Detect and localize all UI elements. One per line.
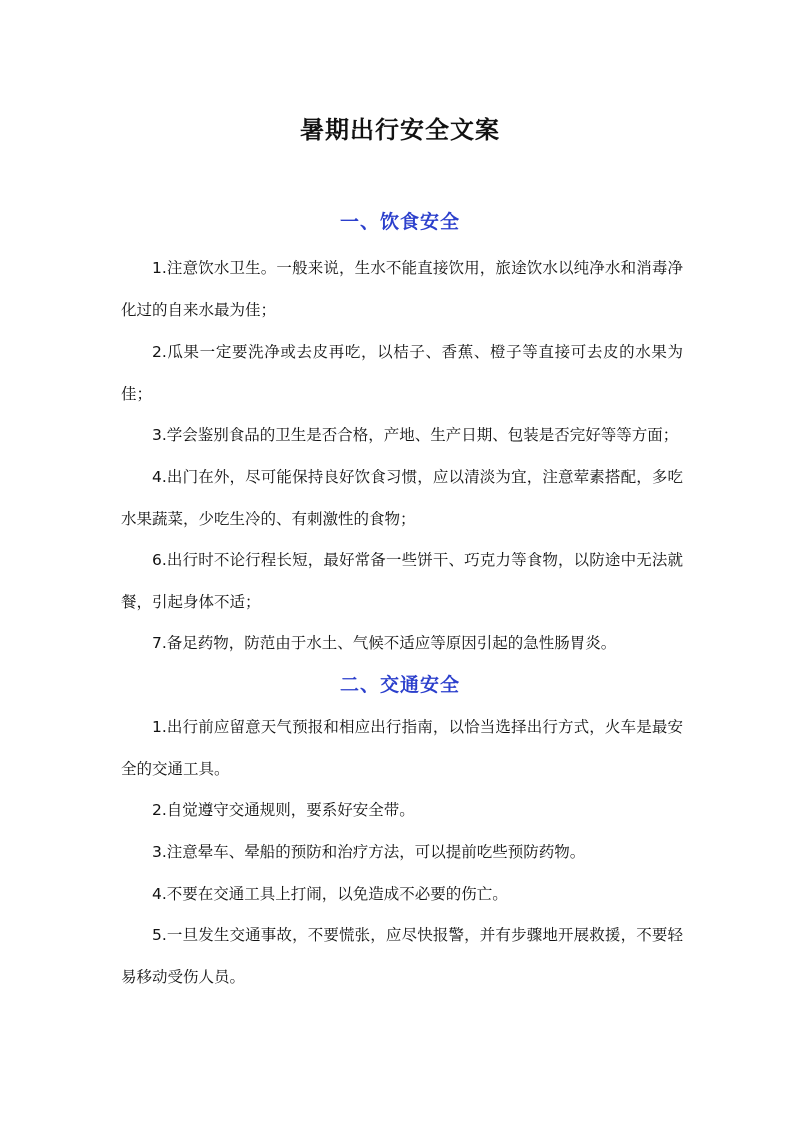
traffic-safety-item-3: 3.注意晕车、晕船的预防和治疗方法，可以提前吃些预防药物。 (152, 843, 586, 861)
document-title: 暑期出行安全文案 (300, 116, 500, 144)
food-safety-item-3: 3.学会鉴别食品的卫生是否合格，产地、生产日期、包装是否完好等等方面； (152, 426, 679, 444)
section-heading-food-safety: 一、饮食安全 (339, 211, 460, 233)
food-safety-item-4: 4.出门在外，尽可能保持良好饮食习惯，应以清淡为宜，注意荤素搭配，多吃水果蔬菜，少吃生冷的、有刺激性的食物； (121, 468, 683, 528)
traffic-safety-item-1: 1.出行前应留意天气预报和相应出行指南，以恰当选择出行方式，火车是最安全的交通工具。 (121, 718, 683, 778)
traffic-safety-item-2: 2.自觉遵守交通规则，要系好安全带。 (152, 801, 415, 819)
section-heading-traffic-safety: 二、交通安全 (339, 674, 460, 696)
traffic-safety-item-5: 5.一旦发生交通事故，不要慌张，应尽快报警，并有步骤地开展救援，不要轻易移动受伤人员。 (121, 926, 683, 986)
food-safety-item-7: 7.备足药物，防范由于水土、气候不适应等原因引起的急性肠胃炎。 (152, 634, 617, 652)
food-safety-item-2: 2.瓜果一定要洗净或去皮再吃，以桔子、香蕉、橙子等直接可去皮的水果为佳； (121, 343, 683, 403)
food-safety-item-1: 1.注意饮水卫生。一般来说，生水不能直接饮用，旅途饮水以纯净水和消毒净化过的自来水最为佳； (121, 259, 683, 319)
traffic-safety-item-4: 4.不要在交通工具上打闹，以免造成不必要的伤亡。 (152, 885, 508, 903)
food-safety-item-6: 6.出行时不论行程长短，最好常备一些饼干、巧克力等食物，以防途中无法就餐，引起身体不适； (121, 551, 683, 611)
